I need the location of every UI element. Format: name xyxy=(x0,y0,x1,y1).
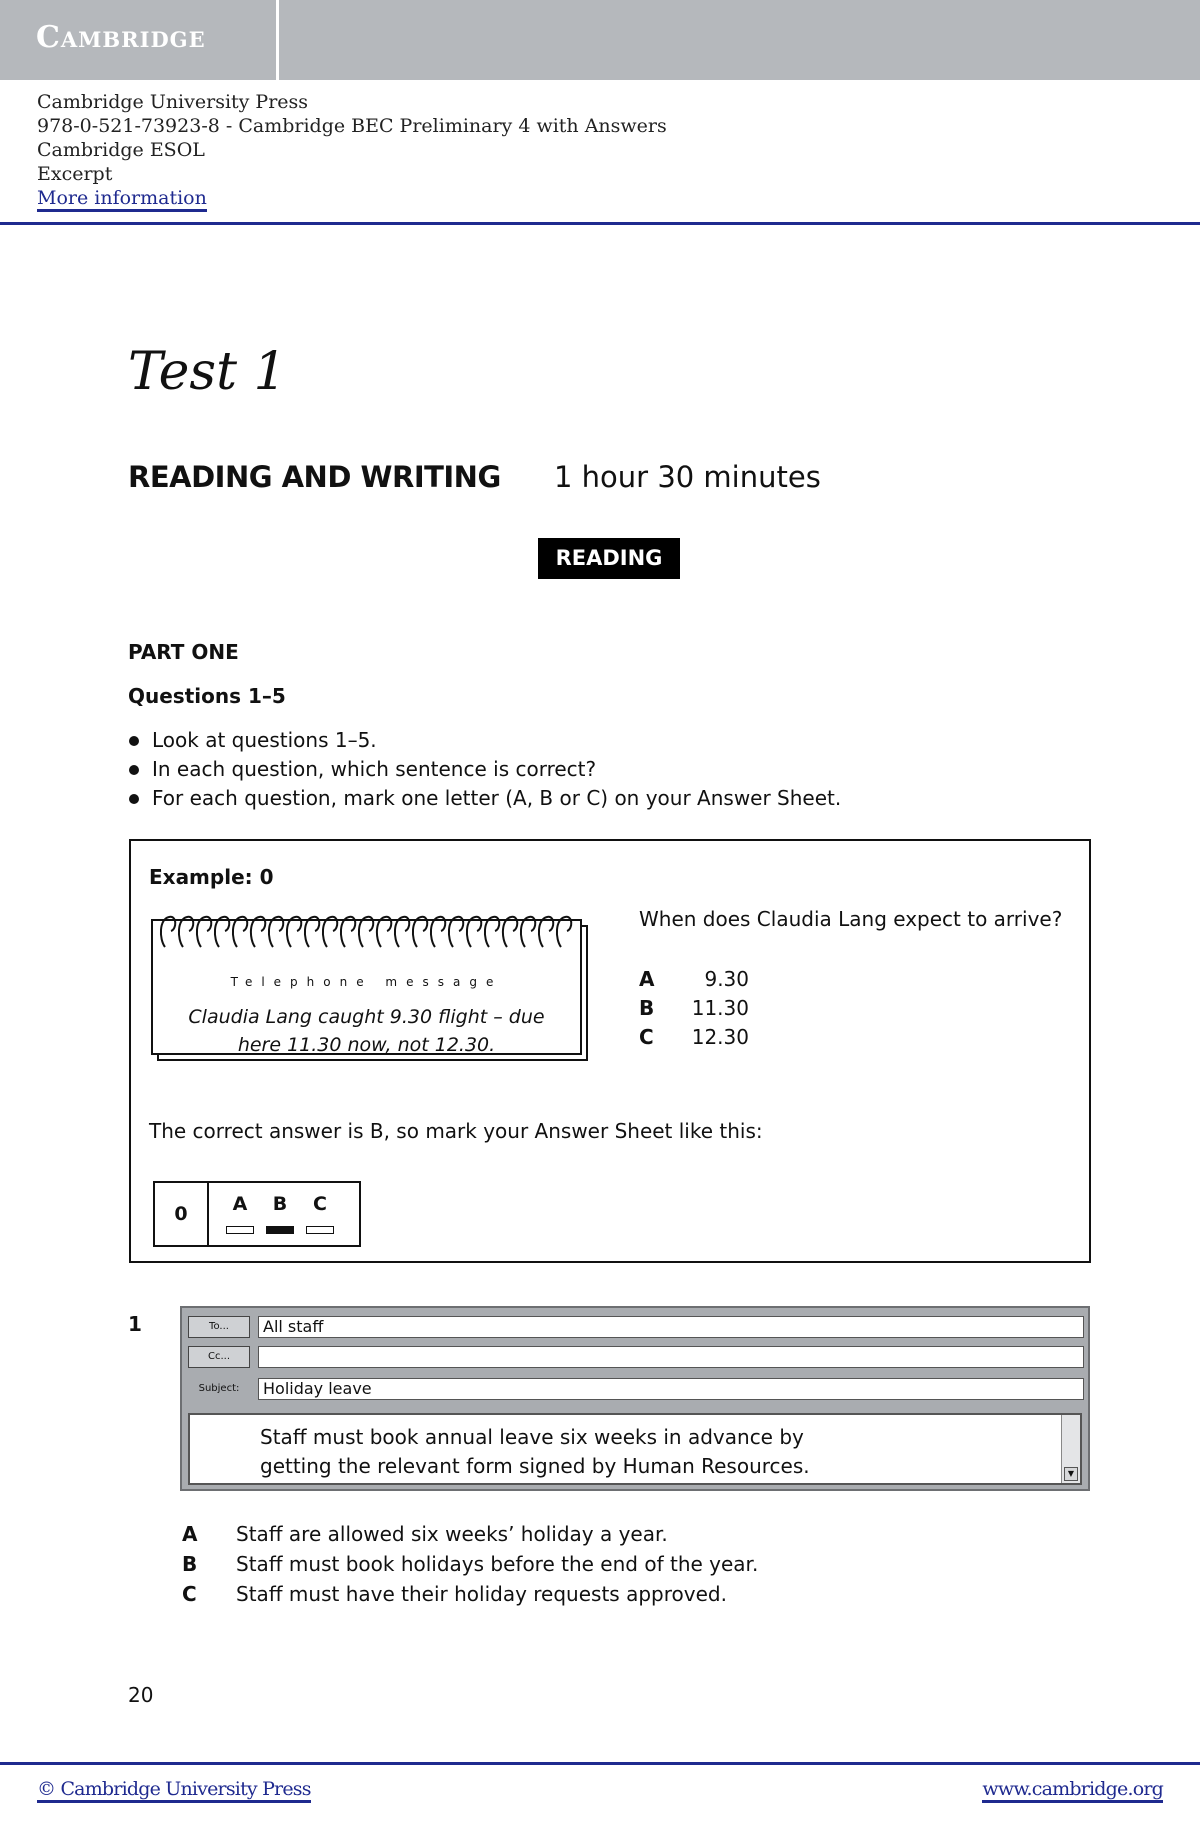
paper-duration: 1 hour 30 minutes xyxy=(554,460,821,494)
example-box xyxy=(129,839,1091,1263)
instruction-item xyxy=(128,784,841,813)
answer-mark-b[interactable] xyxy=(266,1226,294,1234)
spiral-ring xyxy=(251,917,265,947)
example-label: Example: 0 xyxy=(149,865,274,889)
option-letter: B xyxy=(182,1552,198,1576)
example-options xyxy=(639,965,749,1052)
author: Cambridge ESOL xyxy=(37,139,205,161)
email-body-line: getting the relevant form signed by Human Resources. xyxy=(260,1454,810,1478)
publisher-name: Cambridge University Press xyxy=(37,91,309,113)
instruction-item xyxy=(128,755,841,784)
notepad-message-line: Claudia Lang caught 9.30 flight – due xyxy=(188,1006,545,1028)
spiral-ring xyxy=(503,917,517,947)
bullet-icon xyxy=(129,794,139,804)
answer-grid-letter-c: C xyxy=(313,1193,327,1215)
spiral-ring xyxy=(287,917,301,947)
option-value: 11.30 xyxy=(691,996,749,1020)
option-letter: A xyxy=(182,1522,198,1546)
spiral-ring xyxy=(323,917,337,947)
spiral-ring xyxy=(557,917,571,947)
bullet-icon xyxy=(129,765,139,775)
header-rule xyxy=(0,222,1200,225)
question-option xyxy=(182,1519,758,1549)
publisher-banner xyxy=(0,0,1200,80)
banner-divider xyxy=(276,0,279,80)
email-body-text xyxy=(260,1423,810,1481)
question-option xyxy=(182,1549,758,1579)
questions-range: Questions 1–5 xyxy=(128,684,286,708)
telephone-message-notepad xyxy=(151,911,586,1061)
scroll-down-icon[interactable]: ▼ xyxy=(1064,1467,1078,1481)
option-value: 12.30 xyxy=(691,1025,749,1049)
instruction-text: In each question, which sentence is correct? xyxy=(152,757,597,781)
book-metadata xyxy=(37,90,667,210)
question-number: 1 xyxy=(128,1312,142,1336)
cc-button[interactable]: Cc... xyxy=(188,1346,250,1368)
notepad-message xyxy=(151,1003,582,1059)
spiral-ring xyxy=(305,917,319,947)
email-body-line: Staff must book annual leave six weeks in advance by xyxy=(260,1425,804,1449)
excerpt-label: Excerpt xyxy=(37,163,113,185)
spiral-ring xyxy=(539,917,553,947)
notepad-message-line: here 11.30 now, not 12.30. xyxy=(237,1034,496,1056)
subject-field[interactable]: Holiday leave xyxy=(258,1378,1084,1400)
footer-rule xyxy=(0,1762,1200,1765)
spiral-binding-icon xyxy=(159,911,579,953)
website-link[interactable]: www.cambridge.org xyxy=(982,1778,1163,1803)
option-text: Staff are allowed six weeks’ holiday a year. xyxy=(236,1522,668,1546)
email-scrollbar[interactable] xyxy=(1061,1415,1080,1483)
example-option xyxy=(639,1023,749,1052)
example-correct-answer: The correct answer is B, so mark your Answer Sheet like this: xyxy=(149,1119,763,1143)
spiral-ring xyxy=(431,917,445,947)
copyright-link[interactable]: © Cambridge University Press xyxy=(37,1778,311,1803)
to-field[interactable]: All staff xyxy=(258,1316,1084,1338)
answer-grid-number: 0 xyxy=(155,1183,209,1245)
instruction-text: Look at questions 1–5. xyxy=(152,728,377,752)
answer-sheet-grid xyxy=(153,1181,361,1247)
paper-title: READING AND WRITING xyxy=(128,460,501,494)
to-button[interactable]: To... xyxy=(188,1316,250,1338)
spiral-ring xyxy=(179,917,193,947)
spiral-ring xyxy=(215,917,229,947)
spiral-ring xyxy=(485,917,499,947)
email-window xyxy=(180,1306,1090,1491)
test-title: Test 1 xyxy=(128,342,287,402)
answer-mark-c[interactable] xyxy=(306,1226,334,1234)
notepad-title: Telephone message xyxy=(230,975,503,989)
more-information-link[interactable]: More information xyxy=(37,187,207,212)
answer-grid-letter-b: B xyxy=(272,1193,288,1215)
spiral-ring xyxy=(449,917,463,947)
part-heading: PART ONE xyxy=(128,640,239,664)
spiral-ring xyxy=(161,917,175,947)
section-label: READING xyxy=(538,538,680,579)
spiral-ring xyxy=(341,917,355,947)
instruction-text: For each question, mark one letter (A, B or C) on your Answer Sheet. xyxy=(152,786,842,810)
page-number: 20 xyxy=(128,1683,154,1707)
spiral-ring xyxy=(521,917,535,947)
option-value: 9.30 xyxy=(704,967,749,991)
isbn-title: 978-0-521-73923-8 - Cambridge BEC Preliminary 4 with Answers xyxy=(37,115,667,137)
option-letter: A xyxy=(639,967,655,991)
bullet-icon xyxy=(129,736,139,746)
option-letter: B xyxy=(639,996,655,1020)
option-text: Staff must book holidays before the end of the year. xyxy=(236,1552,759,1576)
instruction-item xyxy=(128,726,841,755)
instructions-list xyxy=(128,726,841,813)
option-letter: C xyxy=(639,1025,654,1049)
spiral-ring xyxy=(359,917,373,947)
question-option xyxy=(182,1579,758,1609)
spiral-ring xyxy=(197,917,211,947)
spiral-ring xyxy=(269,917,283,947)
option-letter: C xyxy=(182,1582,197,1606)
spiral-ring xyxy=(377,917,391,947)
example-option xyxy=(639,965,749,994)
spiral-ring xyxy=(413,917,427,947)
spiral-ring xyxy=(467,917,481,947)
email-body[interactable] xyxy=(188,1413,1082,1485)
answer-grid-letter-a: A xyxy=(232,1193,248,1215)
question-options xyxy=(182,1519,758,1609)
subject-label: Subject: xyxy=(198,1383,240,1394)
cambridge-logo: Cambridge xyxy=(36,20,206,55)
spiral-ring xyxy=(395,917,409,947)
option-text: Staff must have their holiday requests approved. xyxy=(236,1582,727,1606)
answer-mark-a[interactable] xyxy=(226,1226,254,1234)
cc-field[interactable] xyxy=(258,1346,1084,1368)
example-question: When does Claudia Lang expect to arrive? xyxy=(639,907,1063,931)
example-option xyxy=(639,994,749,1023)
spiral-ring xyxy=(233,917,247,947)
